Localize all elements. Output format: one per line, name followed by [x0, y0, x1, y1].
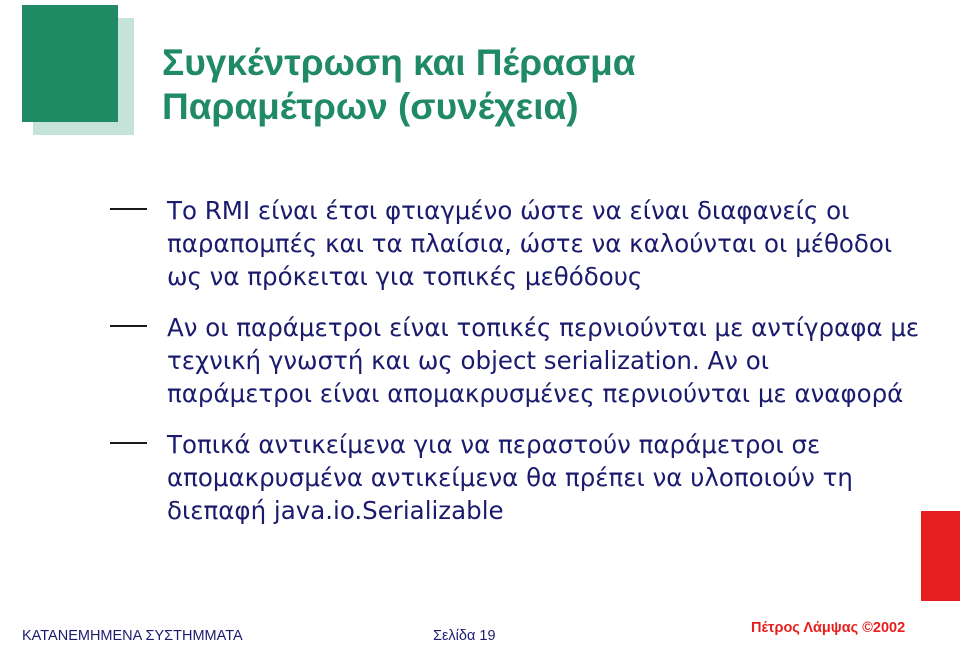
footer-course-title: ΚΑΤΑΝΕΜΗΜΕΝΑ ΣΥΣΤΗΜΜΑΤΑ [22, 628, 243, 644]
footer-page-number: Σελίδα 19 [433, 628, 496, 644]
bullet-item [110, 194, 920, 293]
bullet-item [110, 311, 920, 410]
bullet-dash-icon [110, 442, 147, 444]
slide-title [162, 41, 636, 129]
slide-title-line-1: Συγκέντρωση και Πέρασμα [162, 42, 636, 83]
bullet-dash-icon [110, 325, 147, 327]
bullet-list [110, 194, 920, 545]
slide-title-line-2: Παραμέτρων (συνέχεια) [162, 86, 579, 127]
bullet-text: Το RMI είναι έτσι φτιαγμένο ώστε να είναι διαφανείς οι παραπομπές και τα πλαίσια, ώστε να καλούνται οι μέθοδοι ως να πρόκειται για τοπικές μεθόδους [167, 196, 893, 291]
bullet-item [110, 428, 920, 527]
bullet-text: Τοπικά αντικείμενα για να περαστούν παράμετροι σε απομακρυσμένα αντικείμενα θα πρέπει να υλοποιούν τη διεπαφή java.io.Serializable [167, 430, 853, 525]
footer-author: Πέτρος Λάμψας ©2002 [751, 620, 906, 636]
decor-square-dark [22, 5, 118, 122]
bullet-text: Αν οι παράμετροι είναι τοπικές περνιούνται με αντίγραφα με τεχνική γνωστή και ως object serialization. Αν οι παράμετροι είναι απομακρυσμένες περνιούνται με αναφορά [167, 313, 920, 408]
decor-bar-red [921, 511, 960, 601]
bullet-dash-icon [110, 208, 147, 210]
